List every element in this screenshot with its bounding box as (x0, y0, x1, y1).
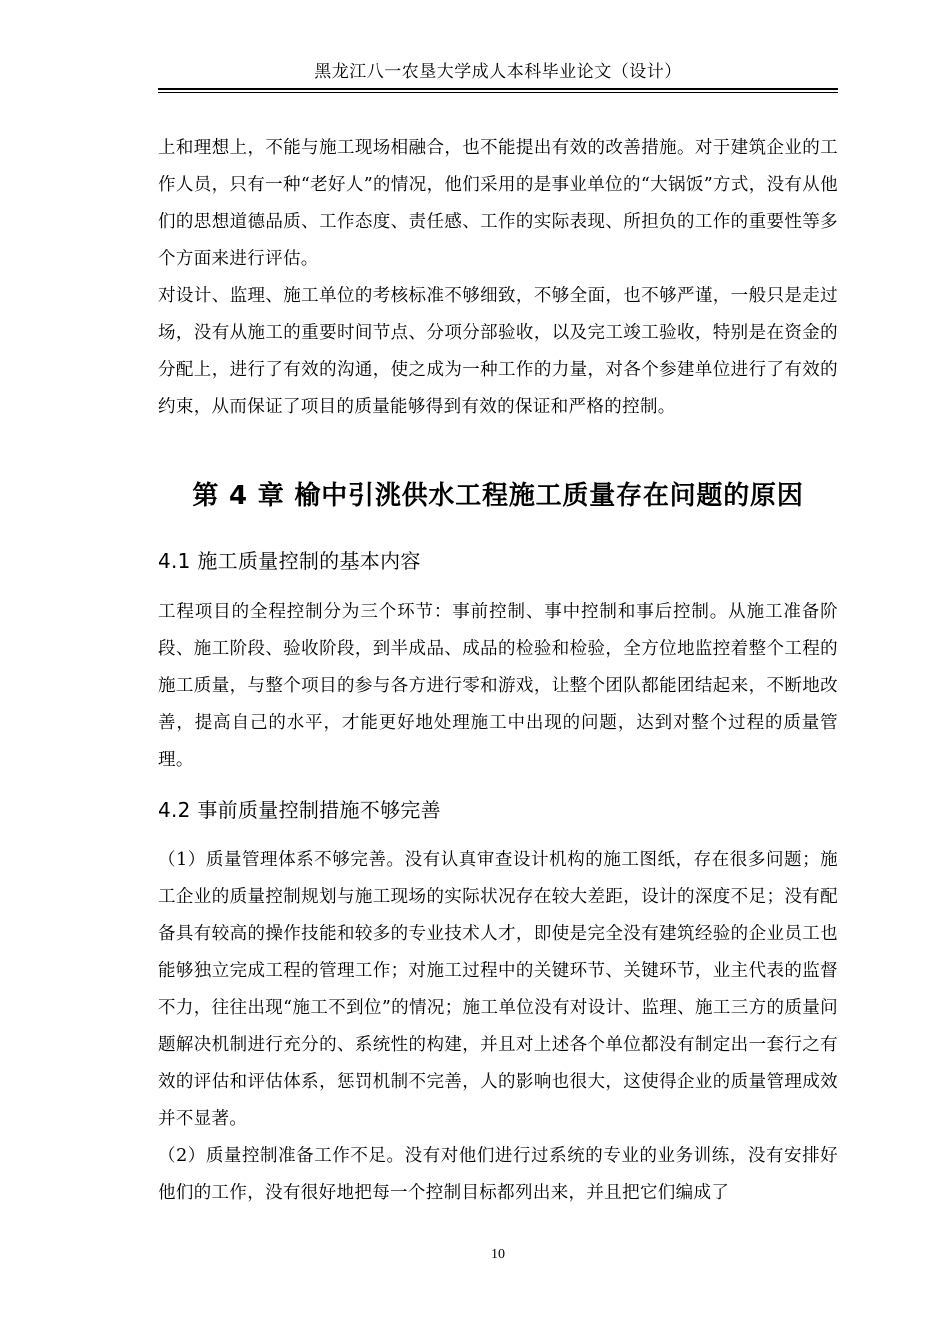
paragraph-4-2-item-2: （2）质量控制准备工作不足。没有对他们进行过系统的专业的业务训练，没有安排好他们的工作，没有很好地把每一个控制目标都列出来，并且把它们编成了 (158, 1146, 838, 1203)
chapter-title: 第 4 章 榆中引洮供水工程施工质量存在问题的原因 (192, 481, 804, 511)
page-number: 10 (491, 1247, 505, 1262)
page-header: 黑龙江八一农垦大学成人本科毕业论文（设计） (314, 62, 682, 82)
section-title-4-1: 4.1 施工质量控制的基本内容 (158, 549, 421, 573)
paragraph-4-2-item-1: （1）质量管理体系不够完善。没有认真审查设计机构的施工图纸，存在很多问题；施工企业的质量控制规划与施工现场的实际状况存在较大差距，设计的深度不足；没有配备具有较高的操作技能和较多的专业技术人才，即使是完全没有建筑经验的企业员工也能够独立完成工程的管理工作；对施工过程中的关键环节、关键环节，业主代表的监督不力，往往出现“施工不到位”的情况；施工单位没有对设计、监理、施工三方的质量问题解决机制进行充分的、系统性的构建，并且对上述各个单位都没有制定出一套行之有效的评估和评估体系，惩罚机制不完善，人的影响也很大，这使得企业的质量管理成效并不显著。 (158, 850, 838, 1129)
section-title-4-2: 4.2 事前质量控制措施不够完善 (158, 798, 441, 822)
paragraph-assessment: 对设计、监理、施工单位的考核标准不够细致，不够全面，也不够严谨，一般只是走过场，没有从施工的重要时间节点、分项分部验收，以及完工竣工验收，特别是在资金的分配上，进行了有效的沟通，使之成为一种工作的力量，对各个参建单位进行了有效的约束，从而保证了项目的质量能够得到有效的保证和严格的控制。 (158, 286, 838, 417)
header-rule (158, 88, 838, 93)
paragraph-continued: 上和理想上，不能与施工现场相融合，也不能提出有效的改善措施。对于建筑企业的工作人员，只有一种“老好人”的情况，他们采用的是事业单位的“大锅饭”方式，没有从他们的思想道德品质、工作态度、责任感、工作的实际表现、所担负的工作的重要性等多个方面来进行评估。 (158, 138, 838, 269)
paragraph-4-1: 工程项目的全程控制分为三个环节：事前控制、事中控制和事后控制。从施工准备阶段、施工阶段、验收阶段，到半成品、成品的检验和检验，全方位地监控着整个工程的施工质量，与整个项目的参与各方进行零和游戏，让整个团队都能团结起来，不断地改善，提高自己的水平，才能更好地处理施工中出现的问题，达到对整个过程的质量管理。 (158, 602, 838, 770)
